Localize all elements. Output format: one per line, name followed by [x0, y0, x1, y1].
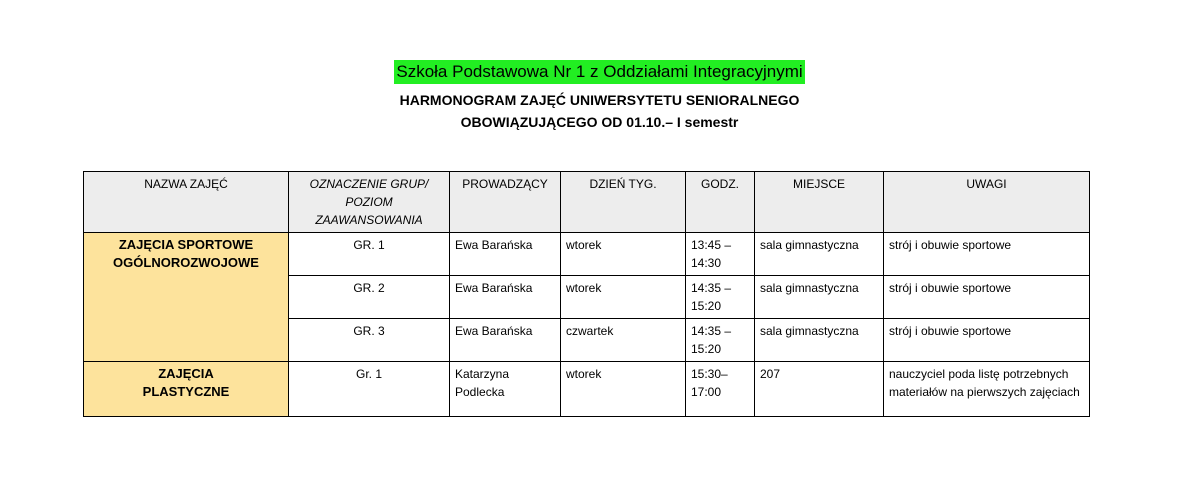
teacher-cell: Ewa Barańska	[450, 276, 561, 319]
column-header: NAZWA ZAJĘĆ	[84, 172, 289, 233]
teacher-cell: Ewa Barańska	[450, 233, 561, 276]
place-cell: sala gimnastyczna	[755, 319, 884, 362]
table-row	[84, 233, 1090, 276]
notes-cell: strój i obuwie sportowe	[884, 233, 1090, 276]
time-cell: 14:35 – 15:20	[686, 319, 755, 362]
school-name: Szkoła Podstawowa Nr 1 z Oddziałami Integracyjnymi	[394, 60, 804, 84]
notes-cell: strój i obuwie sportowe	[884, 276, 1090, 319]
place-cell: sala gimnastyczna	[755, 233, 884, 276]
group-cell: GR. 1	[289, 233, 450, 276]
column-header: OZNACZENIE GRUP/ POZIOM ZAAWANSOWANIA	[289, 172, 450, 233]
group-cell: Gr. 1	[289, 362, 450, 417]
column-header: DZIEŃ TYG.	[561, 172, 686, 233]
group-cell: GR. 2	[289, 276, 450, 319]
notes-cell: strój i obuwie sportowe	[884, 319, 1090, 362]
day-cell: wtorek	[561, 233, 686, 276]
place-cell: 207	[755, 362, 884, 417]
document-header	[0, 60, 1199, 132]
column-header: GODZ.	[686, 172, 755, 233]
table-header-row	[84, 172, 1090, 233]
notes-cell: nauczyciel poda listę potrzebnych materiałów na pierwszych zajęciach	[884, 362, 1090, 417]
day-cell: wtorek	[561, 362, 686, 417]
activity-name-text: ZAJĘCIA SPORTOWE OGÓLNOROZWOJOWE	[113, 237, 259, 270]
day-cell: wtorek	[561, 276, 686, 319]
teacher-cell: Ewa Barańska	[450, 319, 561, 362]
time-cell: 14:35 – 15:20	[686, 276, 755, 319]
schedule-subtitle: OBOWIĄZUJĄCEGO OD 01.10.– I semestr	[460, 114, 739, 130]
schedule-title: HARMONOGRAM ZAJĘĆ UNIWERSYTETU SENIORALNEGO	[399, 92, 800, 108]
column-header: PROWADZĄCY	[450, 172, 561, 233]
place-cell: sala gimnastyczna	[755, 276, 884, 319]
group-cell: GR. 3	[289, 319, 450, 362]
activity-name	[84, 362, 289, 417]
time-cell: 15:30– 17:00	[686, 362, 755, 417]
activity-name	[84, 233, 289, 362]
schedule-table	[83, 171, 1090, 417]
table-row	[84, 362, 1090, 417]
day-cell: czwartek	[561, 319, 686, 362]
column-header: UWAGI	[884, 172, 1090, 233]
time-cell: 13:45 – 14:30	[686, 233, 755, 276]
activity-name-text: ZAJĘCIA PLASTYCZNE	[142, 366, 230, 399]
column-header: MIEJSCE	[755, 172, 884, 233]
teacher-cell: Katarzyna Podlecka	[450, 362, 561, 417]
